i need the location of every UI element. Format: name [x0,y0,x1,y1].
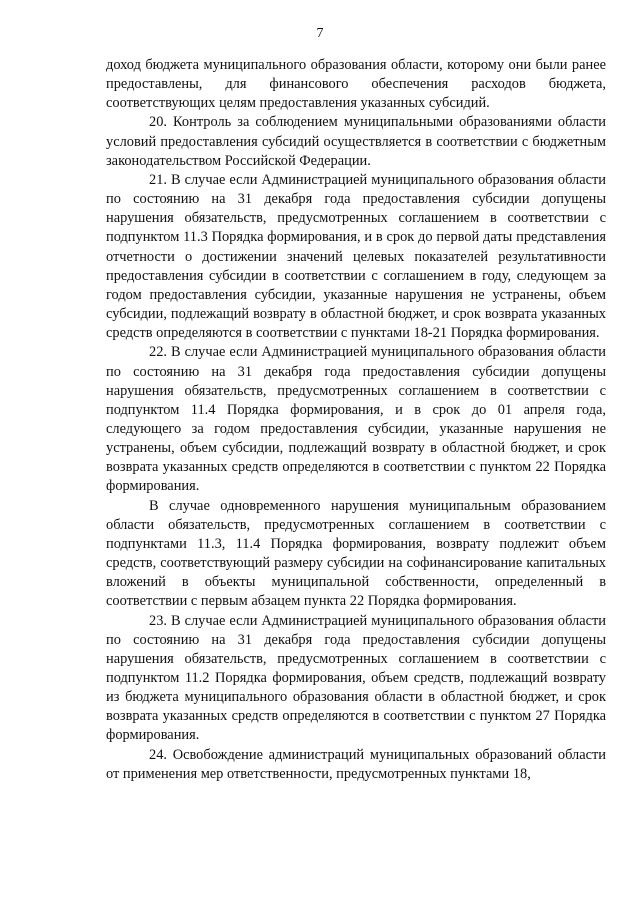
paragraph-continuation: доход бюджета муниципального образования области, которому они были ранее предоставлены, для финансового обеспечения расходов бюджета, соответствующих целям предоставления указанных субсидий. [106,57,606,112]
paragraph-22-second-part: В случае одновременного нарушения муниципальным образованием области обязательств, предусмотренных соглашением в соответствии с подпунктами 11.3, 11.4 Порядка формирования, возврату подлежит объем средств, соответствующий размеру субсидии на софинансирование капитальных вложений в объекты муниципальной собственности, определенный в соответствии с первым абзацем пункта 22 Порядка формирования. [106,497,606,610]
paragraph-20: 20. Контроль за соблюдением муниципальными образованиями области условий предоставления субсидий осуществляется в соответствии с бюджетным законодательством Российской Федерации. [106,114,606,169]
document-body [106,56,606,784]
paragraph-24: 24. Освобождение администраций муниципальных образований области от применения мер ответственности, предусмотренных пунктами 18, [106,746,606,782]
paragraph-22: 22. В случае если Администрацией муниципального образования области по состоянию на 31 декабря года предоставления субсидии допущены нарушения обязательств, предусмотренных соглашением в соответствии с подпунктом 11.4 Порядка формирования, и в срок до 01 апреля года, следующего за годом предоставления субсидии, указанные нарушения не устранены, объем субсидии, подлежащий возврату в областной бюджет, и срок возврата указанных средств определяются в соответствии с пунктом 22 Порядка формирования. [106,344,606,495]
paragraph-21: 21. В случае если Администрацией муниципального образования области по состоянию на 31 декабря года предоставления субсидии допущены нарушения обязательств, предусмотренных соглашением в соответствии с подпунктом 11.3 Порядка формирования, и в срок до первой даты представления отчетности о достижении значений целевых показателей результативности предоставления субсидии в соответствии с соглашением в году, следующем за годом предоставления субсидии, указанные нарушения не устранены, объем субсидии, подлежащий возврату в областной бюджет, и срок возврата указанных средств определяются в соответствии с пунктами 18-21 Порядка формирования. [106,171,606,342]
paragraph-23: 23. В случае если Администрацией муниципального образования области по состоянию на 31 декабря года предоставления субсидии допущены нарушения обязательств, предусмотренных соглашением в соответствии с подпунктом 11.2 Порядка формирования, объем средств, подлежащий возврату из бюджета муниципального образования области в областной бюджет, и срок возврата указанных средств определяются в соответствии с пунктом 27 Порядка формирования. [106,612,606,744]
page-number: 7 [316,26,324,41]
